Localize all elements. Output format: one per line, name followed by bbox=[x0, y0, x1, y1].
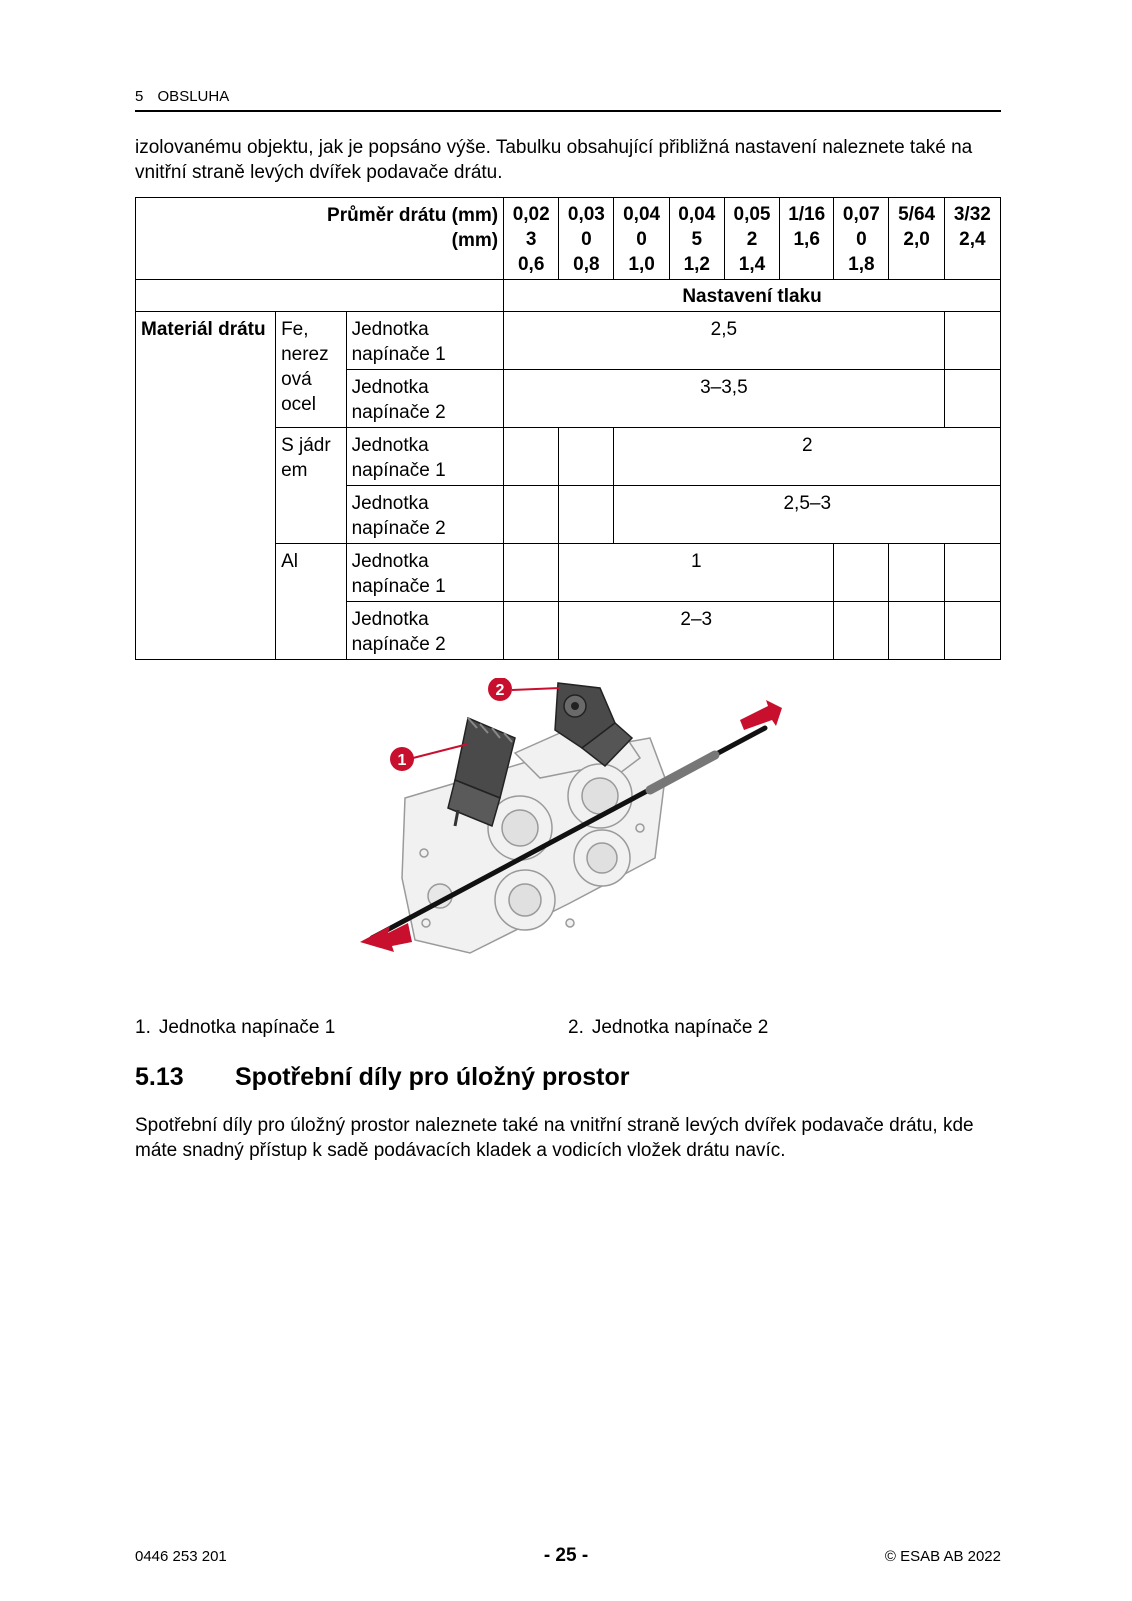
empty-cell bbox=[944, 602, 1000, 660]
diameter-header-row bbox=[136, 198, 1001, 280]
unit-name: Jednotka napínače 1 bbox=[346, 428, 503, 486]
wire-feeder-illustration bbox=[320, 678, 820, 998]
diameter-header-cell bbox=[136, 198, 504, 280]
empty-cell bbox=[944, 544, 1000, 602]
diameter-cell: 0,02 3 0,6 bbox=[504, 198, 559, 280]
empty-cell bbox=[504, 544, 559, 602]
diameter-cell: 0,04 0 1,0 bbox=[614, 198, 669, 280]
empty-cell bbox=[504, 428, 559, 486]
empty-cell bbox=[889, 602, 944, 660]
diameter-cell: 0,04 5 1,2 bbox=[669, 198, 724, 280]
pressure-value: 2–3 bbox=[559, 602, 834, 660]
legend-item-1: 1. Jednotka napínače 1 bbox=[135, 1017, 336, 1038]
copyright: © ESAB AB 2022 bbox=[884, 1548, 1001, 1565]
svg-text:2: 2 bbox=[495, 682, 505, 699]
diameter-unit-label: (mm) bbox=[451, 230, 499, 251]
unit-name: Jednotka napínače 1 bbox=[346, 544, 503, 602]
diameter-label: Průměr drátu (mm) bbox=[327, 205, 499, 226]
pressure-value: 3–3,5 bbox=[504, 370, 945, 428]
diameter-cell: 3/32 2,4 bbox=[944, 198, 1000, 280]
feeder-body bbox=[402, 728, 665, 953]
empty-cell bbox=[944, 312, 1000, 370]
section-paragraph: Spotřební díly pro úložný prostor naleznete také na vnitřní straně levých dvířek podavače drátu, kde máte snadný přístup k sadě podávacích kladek a vodicích vložek drátu navíc. bbox=[135, 1115, 974, 1161]
pressure-header-row bbox=[136, 280, 1001, 312]
chapter-number: 5 bbox=[135, 88, 144, 105]
material-name: S jádr em bbox=[276, 428, 347, 544]
pressure-value: 2,5–3 bbox=[614, 486, 1001, 544]
empty-cell bbox=[944, 370, 1000, 428]
pressure-header: Nastavení tlaku bbox=[504, 280, 1001, 312]
pressure-value: 1 bbox=[559, 544, 834, 602]
diameter-cell: 0,03 0 0,8 bbox=[559, 198, 614, 280]
section-title: Spotřební díly pro úložný prostor bbox=[235, 1063, 630, 1091]
unit-name: Jednotka napínače 2 bbox=[346, 486, 503, 544]
wire-feeder-figure bbox=[320, 678, 820, 998]
empty-cell bbox=[504, 602, 559, 660]
empty-cell bbox=[834, 602, 889, 660]
material-name: Fe, nerez ová ocel bbox=[276, 312, 347, 428]
diameter-cell: 0,05 2 1,4 bbox=[724, 198, 779, 280]
empty-cell bbox=[559, 428, 614, 486]
callout-2 bbox=[488, 678, 512, 701]
empty-cell bbox=[136, 280, 504, 312]
doc-number: 0446 253 201 bbox=[135, 1548, 227, 1565]
pressure-settings-table bbox=[135, 197, 1001, 660]
wire-feed-arrow-in bbox=[360, 923, 412, 952]
unit-name: Jednotka napínače 2 bbox=[346, 370, 503, 428]
page-header bbox=[135, 88, 1001, 112]
intro-paragraph: izolovanému objektu, jak je popsáno výše. Tabulku obsahující přibližná nastavení naleznete také na vnitřní straně levých dvířek podavače drátu. bbox=[135, 137, 973, 183]
diameter-cell: 0,07 0 1,8 bbox=[834, 198, 889, 280]
legend-item-2: 2. Jednotka napínače 2 bbox=[568, 1017, 769, 1038]
pressure-value: 2 bbox=[614, 428, 1001, 486]
section-heading bbox=[135, 1062, 629, 1092]
page-number: - 25 - bbox=[543, 1545, 589, 1566]
material-label: Materiál drátu bbox=[136, 312, 276, 660]
section-number: 5.13 bbox=[135, 1063, 184, 1091]
diameter-cell: 1/16 1,6 bbox=[780, 198, 834, 280]
empty-cell bbox=[889, 544, 944, 602]
callout-1 bbox=[390, 747, 414, 771]
unit-name: Jednotka napínače 1 bbox=[346, 312, 503, 370]
chapter-title: OBSLUHA bbox=[157, 88, 230, 105]
wire-feed-arrow-out bbox=[740, 700, 782, 730]
empty-cell bbox=[504, 486, 559, 544]
empty-cell bbox=[834, 544, 889, 602]
pressure-value: 2,5 bbox=[504, 312, 945, 370]
empty-cell bbox=[559, 486, 614, 544]
table-row bbox=[136, 312, 1001, 370]
diameter-cell: 5/64 2,0 bbox=[889, 198, 944, 280]
material-name: Al bbox=[276, 544, 347, 660]
svg-text:1: 1 bbox=[397, 752, 407, 769]
callout-line-2 bbox=[512, 688, 560, 690]
unit-name: Jednotka napínače 2 bbox=[346, 602, 503, 660]
